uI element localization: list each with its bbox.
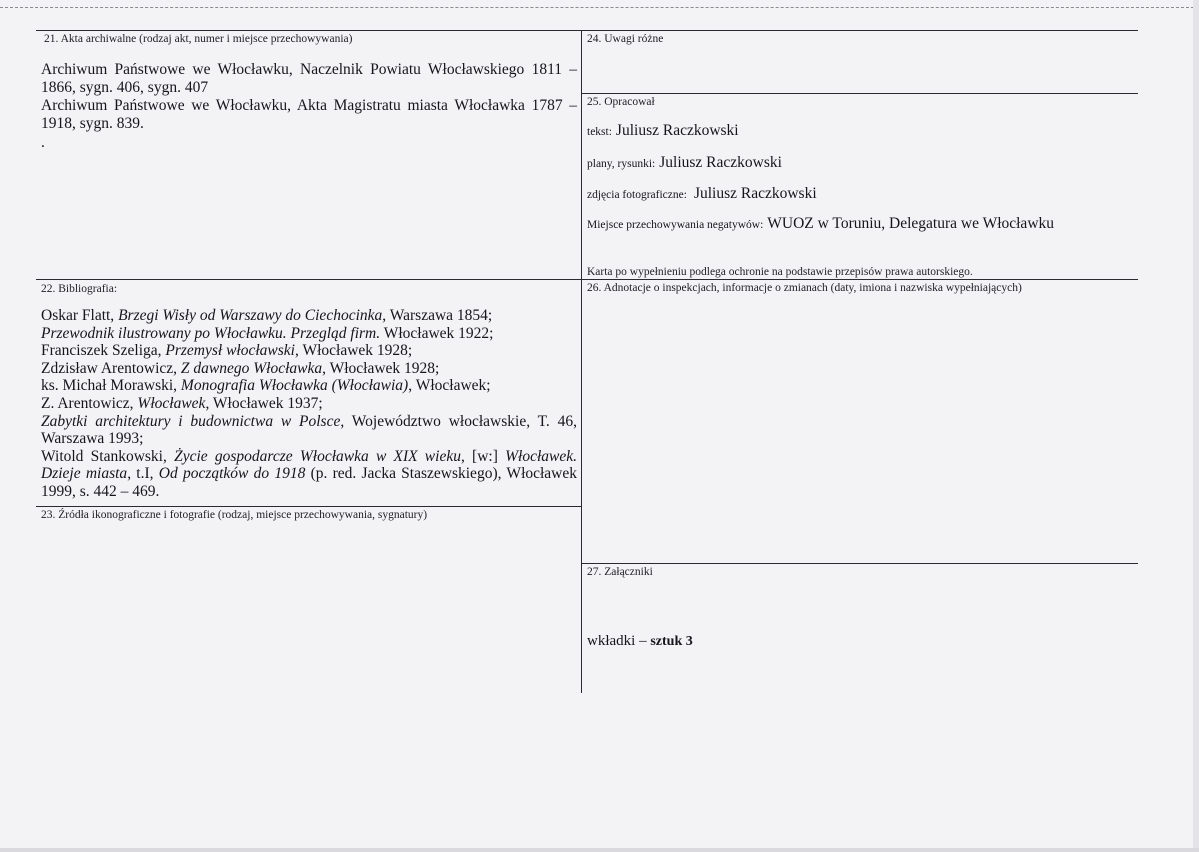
section-22-label: 22. Bibliografia: [41,283,118,295]
author-photos-key: zdjęcia fotograficzne: [587,189,687,201]
author-text-key: tekst: [587,126,612,138]
author-plans-value: Juliusz Raczkowski [659,154,782,171]
bib-item: Przewodnik ilustrowany po Włocławku. Przegląd firm. Włocławek 1922; [41,324,494,342]
bib-item: Oskar Flatt, Brzegi Wisły od Warszawy do Ciechocinka, Warszawa 1854; [41,307,493,324]
attachments-line [587,633,693,650]
bib-item: Zabytki architektury i budownictwa w Polsce, Województwo włocławskie, T. 46, Warszawa 1993; [41,412,577,448]
section-27-label: 27. Załączniki [587,566,653,578]
author-plans-key: plany, rysunki: [587,158,656,170]
negatives-storage-key: Miejsce przechowywania negatywów: [587,219,764,231]
section-21-label: 21. Akta archiwalne (rodzaj akt, numer i miejsce przechowywania) [44,33,353,45]
negatives-storage-value: WUOZ w Toruniu, Delegatura we Włocławku [767,215,1055,232]
top-rule [36,30,1138,31]
paper-edge-right [1193,0,1199,852]
attachments-prefix: wkładki – [587,633,651,649]
rule-26-27 [581,563,1138,564]
bib-item: Franciszek Szeliga, Przemysł włocławski, Włocławek 1928; [41,342,413,360]
rule-22-23 [36,506,582,507]
section-24-label: 24. Uwagi różne [587,33,664,45]
bib-item: Zdzisław Arentowicz, Z dawnego Włocławka, Włocławek 1928; [41,359,440,377]
section-26-label: 26. Adnotacje o inspekcjach, informacje o zmianach (daty, imiona i nazwiska wypełniających) [587,282,1022,294]
archive-entry-1: Archiwum Państwowe we Włocławku, Naczelnik Powiatu Włocławskiego 1811 – 1866, sygn. 406, sygn. 407 [41,61,577,96]
archive-entry-2: Archiwum Państwowe we Włocławku, Akta Magistratu miasta Włocławka 1787 – 1918, sygn. 839. [41,97,577,132]
bib-item: Z. Arentowicz, Włocławek, Włocławek 1937; [41,394,323,412]
author-text-value: Juliusz Raczkowski [615,122,739,139]
author-photos-value: Juliusz Raczkowski [693,185,817,202]
copyright-notice: Karta po wypełnieniu podlega ochronie na podstawie przepisów prawa autorskiego. [587,266,973,278]
section-25-label: 25. Opracował [587,96,655,108]
bib-item: ks. Michał Morawski, Monografia Włocławka (Włocławia), Włocławek; [41,377,491,395]
section-23-label: 23. Źródła ikonograficzne i fotografie (rodzaj, miejsce przechowywania, sygnatury) [41,509,428,521]
rule-21-22 [36,279,1138,280]
negatives-storage-row [587,215,1054,233]
rule-24-25 [581,93,1138,94]
author-text-row [587,122,739,140]
paper-edge-bottom [0,848,1199,852]
author-photos-row [587,185,817,203]
stray-dot: . [41,134,45,151]
bib-item: Witold Stankowski, Życie gospodarcze Włocławka w XIX wieku, [w:] Włocławek. Dzieje miasta, t.I, Od początków do 1918 (p. red. Jacka Staszewskiego), Włocławek 1999, s. 442 – 469. [41,447,578,500]
author-plans-row [587,154,782,172]
attachments-count: sztuk 3 [650,634,693,649]
bibliography [41,307,577,501]
perforation-line [0,7,1199,8]
column-divider [581,30,582,693]
